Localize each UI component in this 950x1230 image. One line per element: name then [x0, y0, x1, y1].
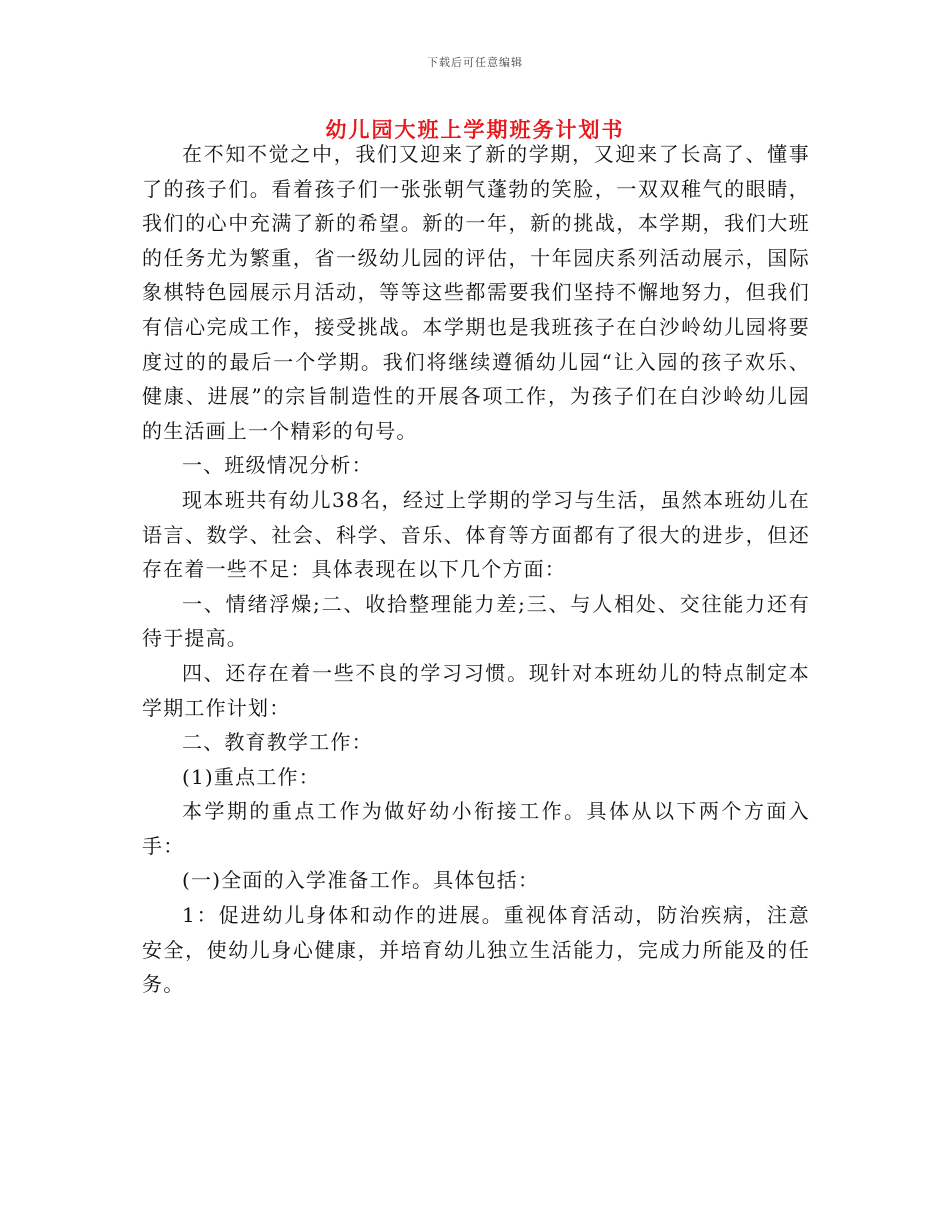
subheading-key-work: (1)重点工作： [182, 764, 320, 789]
paragraph-study-habits: 四、还存在着一些不良的学习习惯。现针对本班幼儿的特点制定本学期工作计划： [142, 660, 810, 720]
paragraph-physical-development: 1：促进幼儿身体和动作的进展。重视体育活动，防治疾病，注意安全，使幼儿身心健康，并培育幼儿独立生活能力，完成力所能及的任务。 [142, 903, 810, 997]
paragraph-intro: 在不知不觉之中，我们又迎来了新的学期，又迎来了长高了、懂事了的孩子们。看着孩子们一张张朝气蓬勃的笑脸，一双双稚气的眼睛，我们的心中充满了新的希望。新的一年，新的挑战，本学期，我们大班的任务尤为繁重，省一级幼儿园的评估，十年园庆系列活动展示，国际象棋特色园展示月活动，等等这些都需要我们坚持不懈地努力，但我们有信心完成工作，接受挑战。本学期也是我班孩子在白沙岭幼儿园将要度过的的最后一个学期。我们将继续遵循幼儿园“让入园的孩子欢乐、健康、进展”的宗旨制造性的开展各项工作，为孩子们在白沙岭幼儿园的生活画上一个精彩的句号。 [142, 142, 810, 443]
document-body [142, 137, 810, 1002]
subheading-school-preparation: (一)全面的入学准备工作。具体包括： [182, 868, 540, 893]
section-heading-teaching: 二、教育教学工作： [182, 730, 373, 755]
paragraph-key-work: 本学期的重点工作为做好幼小衔接工作。具体从以下两个方面入手： [142, 799, 810, 858]
paragraph-shortcomings: 一、情绪浮燥;二、收拾整理能力差;三、与人相处、交往能力还有待于提高。 [142, 591, 810, 651]
paragraph-class-status: 现本班共有幼儿38名，经过上学期的学习与生活，虽然本班幼儿在语言、数学、社会、科学、音乐、体育等方面都有了很大的进步，但还存在着一些不足：具体表现在以下几个方面： [142, 487, 810, 582]
document-title: 幼儿园大班上学期班务计划书 [325, 117, 625, 142]
header-note: 下载后可任意编辑 [427, 56, 523, 69]
section-heading-class-analysis: 一、班级情况分析： [182, 453, 373, 478]
